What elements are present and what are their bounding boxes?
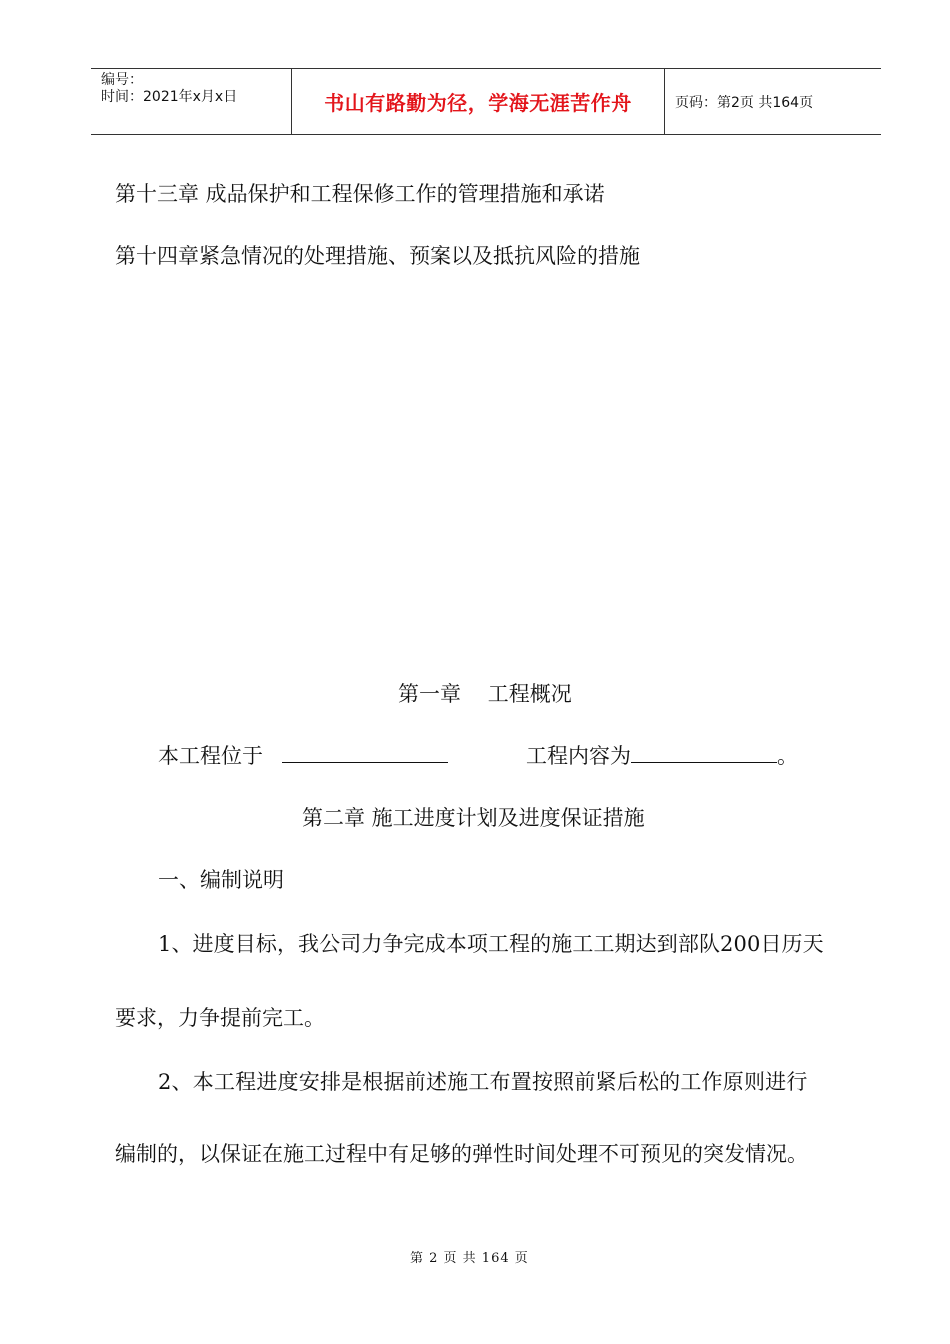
paragraph-1-line-2: 要求，力争提前完工。	[115, 1006, 325, 1030]
page-footer: 第 2 页 共 164 页	[410, 1251, 529, 1266]
toc-chapter-14: 第十四章紧急情况的处理措施、预案以及抵抗风险的措施	[115, 244, 640, 268]
content-line	[526, 742, 798, 770]
paragraph-2-line-2: 编制的，以保证在施工过程中有足够的弹性时间处理不可预见的突发情况。	[115, 1142, 808, 1166]
content-blank	[631, 742, 777, 763]
location-label: 本工程位于	[158, 744, 263, 768]
header-motto: 书山有路勤为径，学海无涯苦作舟	[292, 69, 665, 134]
number-label: 编号：	[101, 72, 143, 88]
location-blank	[282, 742, 448, 763]
chapter-2-title: 第二章 施工进度计划及进度保证措施	[302, 806, 645, 830]
paragraph-2-line-1: 2、本工程进度安排是根据前述施工布置按照前紧后松的工作原则进行	[158, 1070, 808, 1094]
content-end: 。	[777, 744, 798, 768]
chapter-1-title: 第一章 工程概况	[398, 682, 572, 706]
page-header	[91, 68, 881, 135]
header-meta	[91, 69, 292, 134]
location-line	[158, 742, 448, 770]
header-page-code: 页码：第2页 共164页	[675, 94, 814, 111]
content-label: 工程内容为	[526, 744, 631, 768]
paragraph-1-line-1: 1、进度目标，我公司力争完成本项工程的施工工期达到部队200日历天	[158, 932, 824, 956]
toc-chapter-13: 第十三章 成品保护和工程保修工作的管理措施和承诺	[115, 182, 605, 206]
section-1-heading: 一、编制说明	[158, 868, 284, 892]
time-label: 时间：2021年x月x日	[101, 89, 238, 105]
